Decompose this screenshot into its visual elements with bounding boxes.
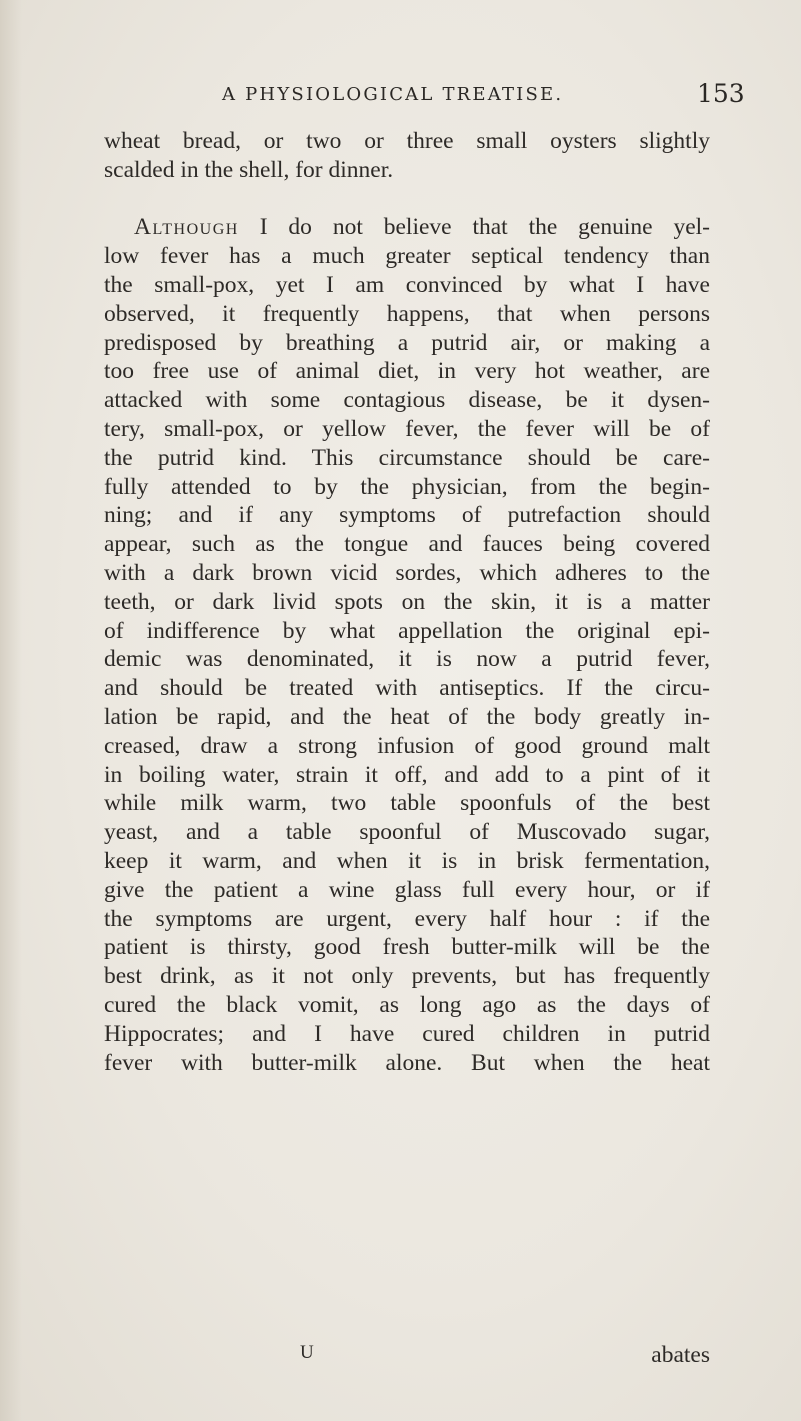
text-line: creased, draw a strong infusion of good ground malt — [104, 732, 710, 759]
text-line: yeast, and a table spoonful of Muscovado sugar, — [104, 819, 710, 846]
body-text — [104, 127, 710, 1077]
page-footer — [104, 1342, 710, 1372]
text-line: the small-pox, yet I am convinced by what I have — [104, 271, 710, 298]
text-line: while milk warm, two table spoonfuls of the best — [104, 790, 710, 817]
text-line: attacked with some contagious disease, be it dysen- — [104, 387, 710, 414]
text-line: the putrid kind. This circumstance should be care- — [104, 444, 710, 471]
text-line: teeth, or dark livid spots on the skin, it is a matter — [104, 588, 710, 615]
text-line: lation be rapid, and the heat of the body greatly in- — [104, 703, 710, 730]
lead-word: Although — [134, 214, 239, 241]
text-line: in boiling water, strain it off, and add to a pint of it — [104, 761, 710, 788]
signature-mark: U — [300, 1342, 314, 1363]
running-head — [0, 76, 801, 116]
paragraph-gap — [104, 185, 710, 214]
page-number: 153 — [697, 79, 745, 108]
text-line: Hippocrates; and I have cured children in putrid — [104, 1020, 710, 1047]
text-line: and should be treated with antiseptics. If the circu- — [104, 675, 710, 702]
text-line: give the patient a wine glass full every hour, or if — [104, 876, 710, 903]
text-line: fully attended to by the physician, from the begin- — [104, 473, 710, 500]
text-line: best drink, as it not only prevents, but has frequently — [104, 963, 710, 990]
text-line: fever with butter-milk alone. But when the heat — [104, 1049, 710, 1076]
text-line: patient is thirsty, good fresh butter-milk will be the — [104, 934, 710, 961]
catchword: abates — [651, 1342, 710, 1368]
running-head-title: A PHYSIOLOGICAL TREATISE. — [222, 84, 564, 105]
text-line: cured the black vomit, as long ago as the days of — [104, 991, 710, 1018]
text-line: too free use of animal diet, in very hot weather, are — [104, 358, 710, 385]
text-line: the symptoms are urgent, every half hour : if the — [104, 905, 710, 932]
text-line: observed, it frequently happens, that when persons — [104, 300, 710, 327]
text-line: keep it warm, and when it is in brisk fermentation, — [104, 847, 710, 874]
text-line: scalded in the shell, for dinner. — [104, 156, 394, 183]
text-line-rest: I do not believe that the genuine yel- — [238, 214, 710, 241]
text-line: predisposed by breathing a putrid air, or making a — [104, 329, 710, 356]
text-line: demic was denominated, it is now a putrid fever, — [104, 646, 710, 673]
text-line: with a dark brown vicid sordes, which adheres to the — [104, 559, 710, 586]
text-line: tery, small-pox, or yellow fever, the fever will be of — [104, 415, 710, 442]
text-line: wheat bread, or two or three small oysters slightly — [104, 128, 710, 154]
text-line — [104, 213, 710, 242]
text-line: low fever has a much greater septical tendency than — [104, 243, 710, 270]
text-line: ning; and if any symptoms of putrefaction should — [104, 502, 710, 529]
paragraph-although — [104, 213, 710, 1077]
text-line: of indifference by what appellation the original epi- — [104, 617, 710, 644]
text-line: appear, such as the tongue and fauces being covered — [104, 531, 710, 558]
paragraph-continued — [104, 127, 710, 185]
